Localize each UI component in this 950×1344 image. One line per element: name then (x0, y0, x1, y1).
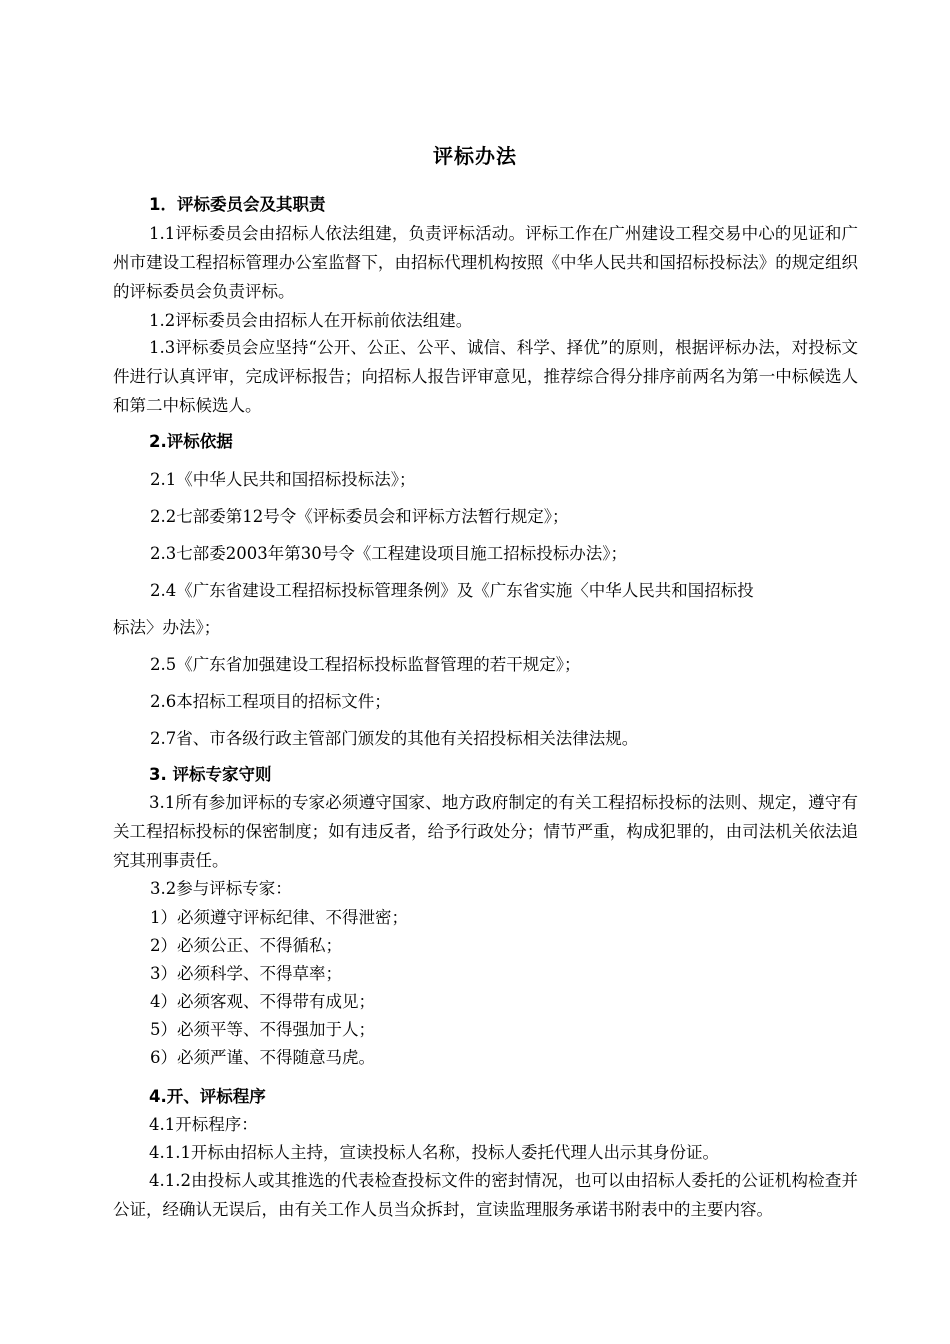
section-4-paragraph-2: 4.1.1开标由招标人主持，宣读投标人名称，投标人委托代理人出示其身份证。 (149, 1143, 719, 1162)
section-2-item-4-continued: 标法〉办法》； (113, 618, 221, 637)
section-2-item-1: 2.1《中华人民共和国招标投标法》； (150, 470, 416, 489)
section-1-paragraph-3: 1.3评标委员会应坚持“公开、公正、公平、诚信、科学、择优”的原则，根据评标办法，对投标文件进行认真评审，完成评标报告；向招标人报告评审意见，推荐综合得分排序前两名为第一中标候选人和第二中标候选人。 (113, 338, 858, 415)
section-2-item-2: 2.2七部委第12号令《评标委员会和评标方法暂行规定》； (150, 507, 569, 526)
section-3-paragraph-1: 3.1所有参加评标的专家必须遵守国家、地方政府制定的有关工程招标投标的法则、规定，遵守有关工程招标投标的保密制度；如有违反者，给予行政处分；情节严重，构成犯罪的，由司法机关依法追究其刑事责任。 (113, 793, 858, 870)
section-1-paragraph-2: 1.2评标委员会由招标人在开标前依法组建。 (149, 311, 473, 330)
section-2-heading: 2.评标依据 (149, 432, 233, 451)
section-3-list-item: 4）必须客观、不得带有成见； (150, 992, 375, 1011)
section-2-item-6: 2.6本招标工程项目的招标文件； (150, 692, 391, 711)
section-3-list-item: 3）必须科学、不得草率； (150, 964, 342, 983)
section-1-heading: 1．评标委员会及其职责 (149, 195, 326, 214)
section-4-heading: 4.开、评标程序 (149, 1087, 266, 1106)
section-4-paragraph-3: 4.1.2由投标人或其推选的代表检查投标文件的密封情况，也可以由招标人委托的公证机构检查并公证，经确认无误后，由有关工作人员当众拆封，宣读监理服务承诺书附表中的主要内容。 (113, 1171, 858, 1219)
section-2-item-4: 2.4《广东省建设工程招标投标管理条例》及《广东省实施〈中华人民共和国招标投 (150, 581, 754, 600)
section-3-list-item: 2）必须公正、不得循私； (150, 936, 342, 955)
section-2-item-7: 2.7省、市各级行政主管部门颁发的其他有关招投标相关法律法规。 (150, 729, 639, 748)
page-title: 评标办法 (433, 144, 517, 168)
section-4-paragraph-1: 4.1开标程序： (149, 1115, 258, 1134)
section-2-item-5: 2.5《广东省加强建设工程招标投标监督管理的若干规定》； (150, 655, 581, 674)
section-2-item-3: 2.3七部委2003年第30号令《工程建设项目施工招标投标办法》； (150, 544, 627, 563)
section-3-list-item: 6）必须严谨、不得随意马虎。 (150, 1048, 375, 1067)
section-3-paragraph-2: 3.2参与评标专家： (150, 879, 292, 898)
section-3-heading: 3. 评标专家守则 (149, 765, 272, 784)
section-3-list-item: 5）必须平等、不得强加于人； (150, 1020, 375, 1039)
section-1-paragraph-1: 1.1评标委员会由招标人依法组建，负责评标活动。评标工作在广州建设工程交易中心的见证和广州市建设工程招标管理办公室监督下，由招标代理机构按照《中华人民共和国招标投标法》的规定组织的评标委员会负责评标。 (113, 224, 858, 301)
section-3-list-item: 1）必须遵守评标纪律、不得泄密； (150, 908, 408, 927)
